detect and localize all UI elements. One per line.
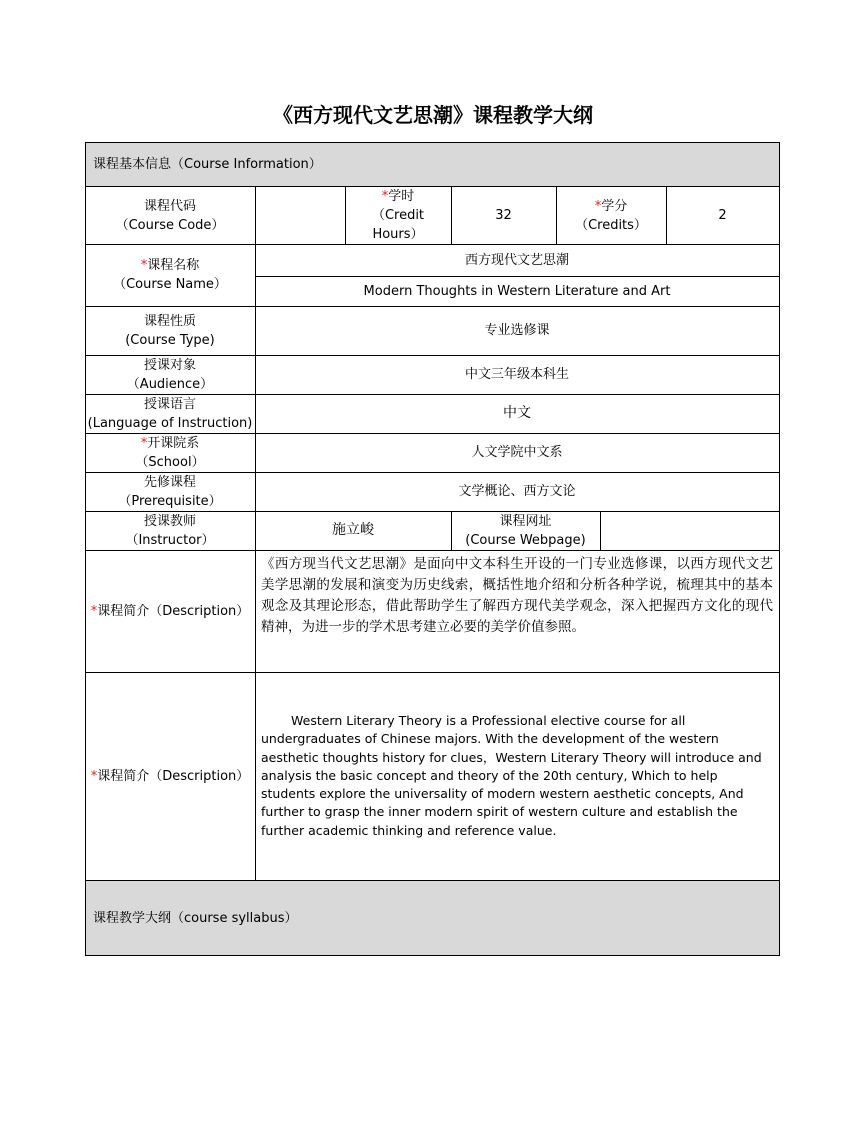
rule bbox=[85, 355, 780, 356]
prerequisite-value: 文学概论、西方文论 bbox=[458, 484, 576, 499]
rule bbox=[85, 186, 780, 187]
col-divider bbox=[451, 187, 452, 244]
description-en-text: Western Literary Theory is a Professional elective course for all undergraduates of Chinese majors. With the development of the western aesthetic thoughts history for clues，Western Literary Theory will introduce and analysis the basic concept and theory of the 20th century, Which to help students explore the universality of modern western aesthetic concepts, And further to grasp the inner modern spirit of western culture and establish the further academic thinking and reference value. bbox=[261, 712, 762, 838]
document-title: 《西方现代文艺思潮》课程教学大纲 bbox=[273, 103, 593, 127]
rule bbox=[85, 433, 780, 434]
audience-label: 授课对象 （Audience） bbox=[126, 357, 214, 392]
required-mark: * bbox=[594, 198, 602, 214]
course-name-cn: 西方现代文艺思潮 bbox=[464, 252, 569, 268]
school-value: 人文学院中文系 bbox=[471, 445, 563, 460]
syllabus-header: 课程教学大纲（course syllabus） bbox=[85, 880, 779, 956]
rule bbox=[85, 306, 780, 307]
col-divider bbox=[600, 511, 601, 550]
description-cn-text: 《西方现当代文艺思潮》是面向中文本科生开设的一门专业选修课，以西方现代文艺美学思潮的发展和演变为历史线索，概括性地介绍和分析各种学说，梳理其中的基本观念及其理论形态，借此帮助学生了解西方现代美学观念，深入把握西方文化的现代精神，为进一步的学术思考建立必要的美学价值参照。 bbox=[261, 556, 773, 635]
col-divider bbox=[255, 187, 256, 880]
rule bbox=[255, 276, 780, 277]
rule bbox=[85, 394, 780, 395]
border-right bbox=[779, 142, 780, 956]
course-type-value: 专业选修课 bbox=[484, 323, 550, 338]
description-en-label: *课程简介（Description） bbox=[90, 768, 250, 784]
rule bbox=[85, 472, 780, 473]
rule bbox=[85, 550, 780, 551]
description-cn-label: *课程简介（Description） bbox=[90, 603, 250, 619]
rule bbox=[85, 672, 780, 673]
school-label: *开课院系 （School） bbox=[135, 435, 205, 470]
col-divider bbox=[666, 187, 667, 244]
rule bbox=[85, 511, 780, 512]
required-mark: * bbox=[381, 189, 389, 204]
credits-label: *学分 （Credits） bbox=[575, 198, 647, 233]
credit-hours-value: 32 bbox=[495, 208, 512, 223]
language-value: 中文 bbox=[503, 405, 531, 421]
webpage-label: 课程网址 (Course Webpage) bbox=[465, 513, 586, 548]
required-mark: * bbox=[140, 435, 148, 451]
course-name-label: *课程名称 （Course Name） bbox=[113, 258, 227, 292]
col-divider bbox=[345, 187, 346, 244]
prerequisite-label: 先修课程 （Prerequisite） bbox=[118, 474, 222, 509]
col-divider bbox=[556, 187, 557, 244]
required-mark: * bbox=[90, 603, 98, 619]
course-type-label: 课程性质 (Course Type) bbox=[125, 313, 215, 348]
webpage-value bbox=[600, 511, 779, 550]
rule bbox=[85, 880, 780, 881]
required-mark: * bbox=[90, 768, 98, 784]
course-name-en: Modern Thoughts in Western Literature and Art bbox=[363, 283, 671, 299]
required-mark: * bbox=[140, 258, 148, 273]
border-top bbox=[85, 142, 780, 143]
instructor-label: 授课教师 （Instructor） bbox=[125, 513, 215, 548]
credit-hours-label: *学时 （Credit Hours） bbox=[371, 189, 425, 242]
audience-value: 中文三年级本科生 bbox=[464, 367, 569, 382]
course-code-label: 课程代码 （Course Code） bbox=[115, 198, 225, 233]
course-code-value bbox=[255, 187, 345, 244]
language-label: 授课语言 (Language of Instruction) bbox=[87, 396, 253, 431]
border-bottom bbox=[85, 955, 780, 956]
rule bbox=[85, 244, 780, 245]
course-info-header: 课程基本信息（Course Information） bbox=[85, 142, 779, 187]
credits-value: 2 bbox=[718, 208, 727, 223]
instructor-value: 施立峻 bbox=[332, 522, 374, 538]
col-divider bbox=[451, 511, 452, 550]
border-left bbox=[85, 142, 86, 956]
